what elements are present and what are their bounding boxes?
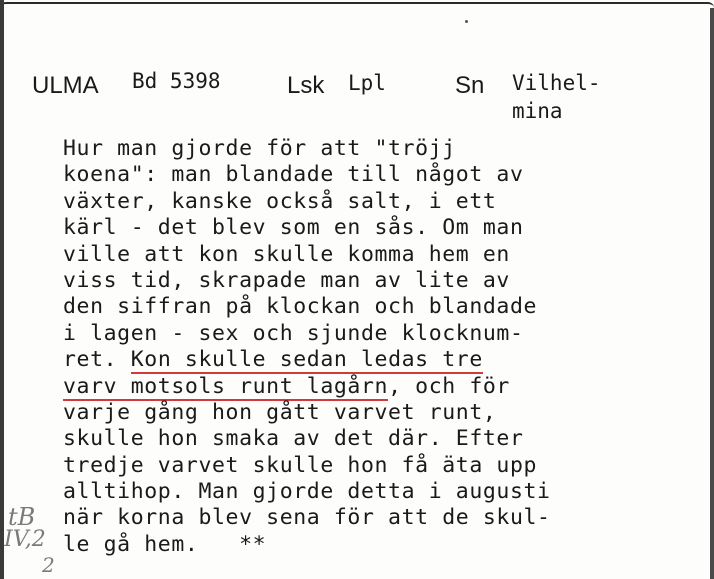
red-underlined-phrase: varv motsols runt lagårn [63,373,389,399]
body-line: alltihop. Man gjorde detta i augusti [63,479,551,505]
landskap-label: Lsk [287,72,325,99]
body-line-segment: , och för [388,373,510,399]
place-name-line-2: mina [512,99,563,123]
body-line: skulle hon smaka av det där. Efter [63,426,524,452]
socken-label: Sn [455,72,485,99]
margin-note-text-3: 2 [42,553,55,577]
card-top-edge [0,2,714,12]
body-line: ville att kon skulle komma hem en [63,241,510,267]
paper-speck [465,20,468,23]
archive-code: ULMA [32,72,99,99]
record-body [63,136,708,558]
lpl-label: Lpl [348,71,386,95]
body-line: Hur man gjorde för att "tröjj [63,136,456,161]
margin-note-text-2: IV,2 [4,527,46,552]
body-line: le gå hem. ** [63,531,267,557]
body-line: i lagen - sex och sjunde klocknum- [63,320,524,346]
body-line: viss tid, skrapade man av lite av [63,267,510,293]
red-underlined-phrase: Kon skulle sedan ledas tre [130,347,483,373]
body-line: den siffran på klockan och blandade [63,294,538,320]
body-line [63,374,708,400]
body-line: växter, kanske också salt, i ett [63,188,497,214]
handwritten-margin-note [2,505,62,579]
place-name-line-1: Vilhel- [512,71,601,95]
body-line [63,347,708,373]
place-name [512,69,601,125]
body-line: när korna blev sena för att de skul- [63,505,551,531]
card-header [0,66,714,126]
body-line: tredje varvet skulle hon få äta upp [63,452,538,478]
body-line: varje gång hon gått varvet runt, [63,399,497,425]
body-line: kärl - det blev som en sås. Om man [63,215,524,241]
body-line-segment: ret. [63,347,131,373]
body-line: koena": man blandade till något av [63,162,524,188]
record-number: Bd 5398 [132,69,221,93]
margin-note-text-1: tB [8,503,36,531]
